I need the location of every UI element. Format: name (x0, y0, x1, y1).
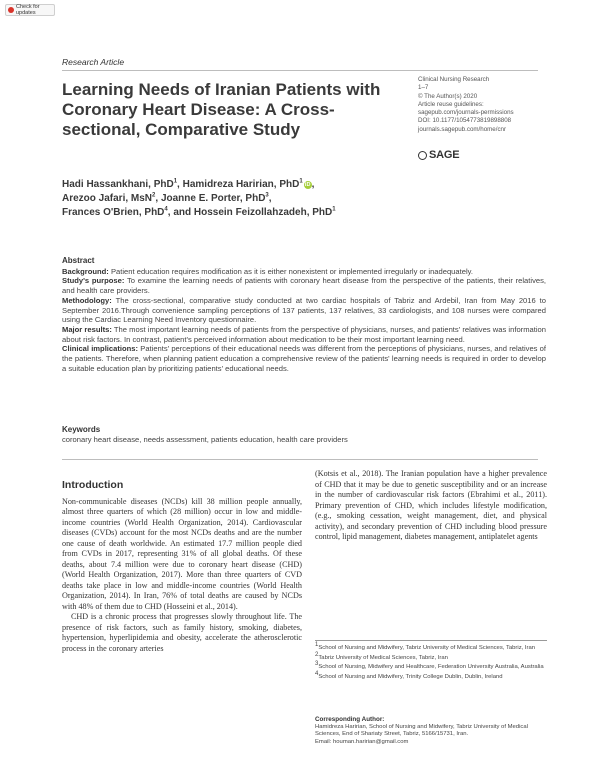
abstract-heading: Abstract (62, 256, 95, 265)
introduction-heading: Introduction (62, 479, 124, 491)
author-affiliation-mark: 2 (152, 192, 156, 199)
copyright: © The Author(s) 2020 (418, 92, 478, 100)
author-affiliation-mark: 1 (299, 178, 303, 185)
sage-logo-icon (418, 151, 427, 160)
abstract-section-label: Major results: (62, 324, 112, 334)
author-name: Hamidreza Haririan, PhD (182, 179, 300, 190)
abstract-section-label: Clinical implications: (62, 344, 139, 354)
abstract (62, 256, 546, 373)
affiliation-mark: 3 (315, 661, 319, 668)
abstract-section-text: To examine the learning needs of patients with coronary heart disease from the perspective of the patients, their relatives, and health care providers. (62, 276, 547, 296)
affiliation-mark: 2 (315, 651, 319, 658)
corresponding-email[interactable]: Email: houman.haririan@gmail.com (315, 738, 409, 745)
orcid-icon[interactable]: iD (304, 182, 311, 188)
header-divider (62, 70, 538, 71)
journal-home-link[interactable]: journals.sagepub.com/home/cnr (418, 125, 507, 133)
author-affiliation-mark: 4 (164, 206, 168, 213)
journal-meta (418, 76, 548, 134)
section-divider (62, 459, 538, 460)
affiliation-text: School of Nursing, Midwifery and Healthcare, Federation University Australia, Australia (318, 664, 544, 671)
author-affiliation-mark: 1 (332, 206, 336, 213)
abstract-section-label: Background: (62, 266, 109, 276)
abstract-section-label: Study's purpose: (62, 276, 125, 286)
author-affiliation-mark: 3 (265, 192, 269, 199)
abstract-section-label: Methodology: (62, 295, 112, 305)
affiliation-mark: 1 (315, 642, 319, 649)
introduction-paragraph: CHD is a chronic process that progresses slowly throughout life. The presence of risk factors, such as family history, smoking, diabetes, hypertension, hyperlipidemia and obesity, accelerate the atherosclerotic process in the coronary arteries (62, 612, 302, 653)
author-name: Hadi Hassankhani, PhD (62, 179, 174, 190)
author-name: Hossein Feizollahzadeh, PhD (193, 207, 333, 218)
affiliations (315, 642, 547, 683)
author-list: Hadi Hassankhani, PhD$^1$, Hamidreza Haririan, PhD$^1$iD, Arezoo Jafari, MsN$^2$, Joanne E. Porter, PhD$^3$, Frances O'Brien, PhD$^4$, and Hossein Feizollahzadeh, PhD$^1$ (62, 178, 336, 218)
author-name: Joanne E. Porter, PhD (160, 193, 266, 204)
affiliation-text: School of Nursing and Midwifery, Tabriz University of Medical Sciences, Tabriz, Iran (318, 645, 536, 651)
abstract-purpose (62, 276, 546, 295)
article-type-label: Research Article (62, 57, 125, 67)
abstract-background (62, 267, 546, 277)
abstract-implications (62, 344, 546, 373)
keywords-heading: Keywords (62, 425, 101, 434)
affiliation-item (315, 642, 547, 653)
introduction-column (62, 480, 302, 654)
abstract-results (62, 325, 546, 344)
keywords-text: coronary heart disease, needs assessment, patients education, health care providers (62, 435, 348, 444)
affiliation-mark: 4 (315, 670, 319, 677)
keywords (62, 425, 546, 445)
affiliation-text: Tabriz University of Medical Sciences, Tabriz, Iran (318, 654, 448, 661)
abstract-section-text: Patients' perceptions of their educational needs was different from the perceptions of physicians, nurses, and relatives of the patients. Therefore, when planning patient education a comprehensive review of the patients' learning needs is required in order to develop a suitable education plan by prioritizing patients' educational needs. (62, 344, 546, 373)
corresponding-address: Hamidreza Haririan, School of Nursing and Midwifery, Tabriz University of Medical Sciences, End of Shariaty Street, Tabriz, 5166/15731, Iran. (315, 723, 528, 738)
affiliation-item (315, 670, 547, 682)
abstract-section-text: The cross-sectional, comparative study conducted at two cardiac hospitals of Tabriz and Ardebil, Iran from May 2016 to September 2016.Through convenience sampling perceptions of 137 patients, 137 relatives, 33 cardiologists, and 108 nurses were compared using the Cardiac Learning Need Inventory questionnaire. (62, 295, 546, 325)
abstract-section-text: The most important learning needs of patients from the perspective of physicians, nurses, and patients' relatives was information about risk factors. In contrast, patient's perceived information about medication to be their most important learning need. (62, 324, 546, 344)
affiliation-text: School of Nursing and Midwifery, Trinity College Dublin, Dublin, Ireland (318, 673, 503, 680)
affiliation-item (315, 651, 547, 663)
abstract-section-text: Patient education requires modification as it is either nonexistent or implemented irregularly or inadequately. (110, 266, 473, 276)
introduction-paragraph: Non-communicable diseases (NCDs) kill 38 million people annually, almost three quarters of which (28 million) occur in low and middle-income countries (World Health Organization, 2014). Cardiovascular diseases (CVDs) account for the most NCDs deaths and are the number one cause of death worldwide. An estimated 17.7 million people died from CVDs in 2017, representing 31% of all global deaths. Of these deaths, about 7.4 million were due to coronary heart disease (CHD) (World Health Organization, 2017). More than three quarters of CVD deaths take place in low and middle-income countries (World Health Organization, 2014). In Iran, 76% of total deaths are caused by NCDs with 48% of them due to CHD (Hosseini et al., 2014). (62, 496, 302, 611)
body-right-column: (Kotsis et al., 2018). The Iranian population have a higher prevalence of CHD that it may be due to genetic susceptibility and or an increase in the number of cardiovascular risk factors (Ebrahimi et al., 2011). Primary prevention of CHD, which includes lifestyle modification, (e.g., smoking cessation, weight management, diet, and physical activity), and secondary prevention of CHD including blood pressure control, lipid management, diabetes management, antiplatelet agents (315, 469, 547, 541)
journal-name: Clinical Nursing Research (418, 76, 490, 83)
crossmark-icon (8, 7, 14, 13)
affiliation-item (315, 661, 547, 672)
corresponding-heading: Corresponding Author: (315, 716, 385, 723)
doi[interactable]: DOI: 10.1177/1054773819898808 (418, 117, 512, 125)
article-title: Learning Needs of Iranian Patients with Coronary Heart Disease: A Cross-sectional, Comparative Study (62, 80, 381, 139)
author-affiliation-mark: 1 (173, 178, 178, 185)
footnote-divider (315, 640, 547, 641)
abstract-methodology (62, 296, 546, 325)
author-name: Arezoo Jafari, MsN (62, 193, 153, 204)
corresponding-author (315, 716, 547, 746)
check-for-updates-badge[interactable] (5, 4, 55, 16)
page-range: 1–7 (418, 84, 429, 92)
author-name: Frances O'Brien, PhD (62, 207, 165, 218)
publisher-name: SAGE (429, 149, 460, 161)
check-for-updates-label: Check for updates (16, 4, 40, 16)
permissions-link[interactable]: sagepub.com/journals-permissions (418, 109, 514, 117)
sage-logo (418, 149, 459, 161)
reuse-guidelines-label: Article reuse guidelines: (418, 100, 484, 108)
